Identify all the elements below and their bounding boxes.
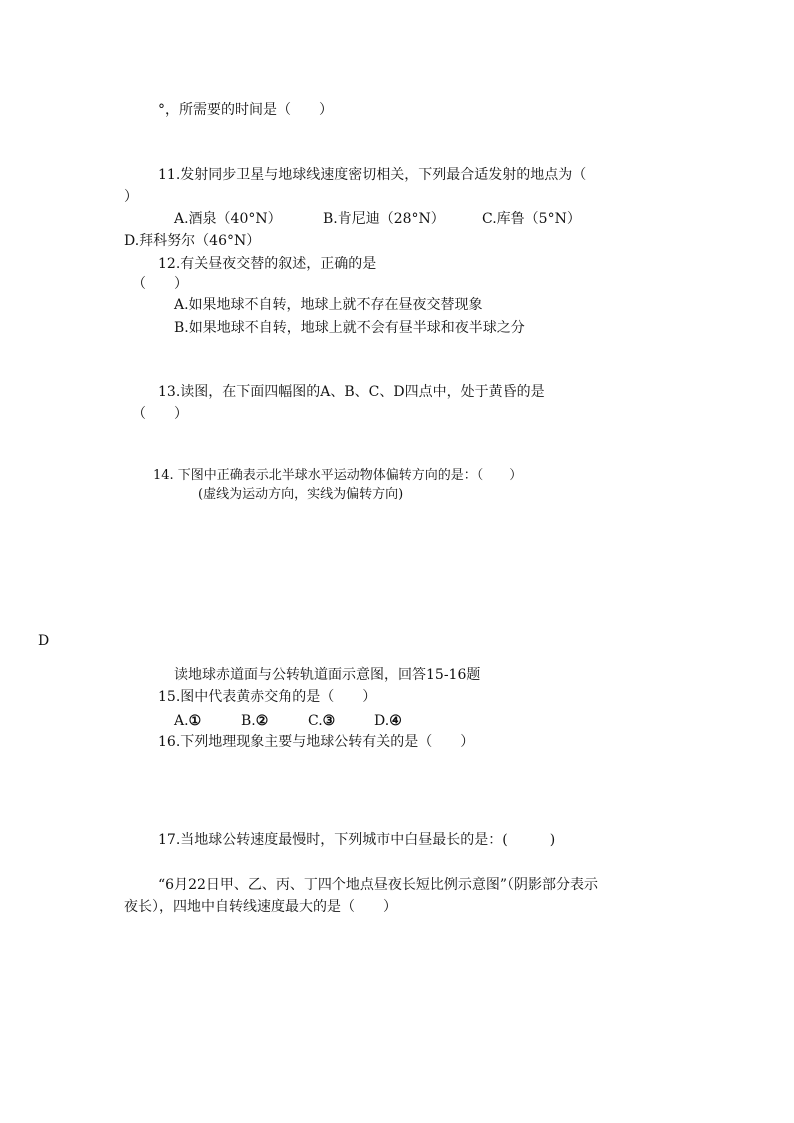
question-12-paren: （ ） <box>132 276 188 292</box>
question-12-stem: 12.有关昼夜交替的叙述，正确的是 <box>158 256 377 272</box>
question-15-option-d <box>374 712 402 730</box>
question-11-option-d: D.拜科努尔（46°N） <box>124 233 261 249</box>
option-letter: B. <box>241 713 256 729</box>
question-13-paren: （ ） <box>132 406 188 422</box>
question-17-stem: 17.当地球公转速度最慢时，下列城市中白昼最长的是：( ) <box>158 832 556 848</box>
question-18-line-1: “6月22日甲、乙、丙、丁四个地点昼夜长短比例示意图”（阴影部分表示 <box>158 877 599 893</box>
option-number: ③ <box>322 713 336 729</box>
question-16-stem: 16.下列地理现象主要与地球公转有关的是（ ） <box>158 734 475 750</box>
figure-label-d: D <box>38 633 50 649</box>
option-number: ① <box>188 713 202 729</box>
question-15-stem: 15.图中代表黄赤交角的是（ ） <box>158 689 377 705</box>
question-15-option-c <box>308 712 335 730</box>
question-18-line-2: 夜长），四地中自转线速度最大的是（ ） <box>124 899 397 915</box>
question-11-option-c: C.库鲁（5°N） <box>482 211 581 227</box>
question-10-tail: °，所需要的时间是（ ） <box>158 102 333 118</box>
question-14-note: (虚线为运动方向，实线为偏转方向) <box>198 487 404 502</box>
question-14-stem: 14. 下图中正确表示北半球水平运动物体偏转方向的是：（ ） <box>153 468 523 483</box>
question-12-option-b: B.如果地球不自转，地球上就不会有昼半球和夜半球之分 <box>174 320 525 336</box>
question-12-option-a: A.如果地球不自转，地球上就不存在昼夜交替现象 <box>174 297 483 313</box>
question-15-option-b <box>241 712 268 730</box>
question-11-option-a: A.酒泉（40°N） <box>174 211 282 227</box>
option-letter: A. <box>174 713 189 729</box>
option-number: ④ <box>389 713 402 729</box>
question-11-option-b: B.肯尼迪（28°N） <box>323 211 445 227</box>
option-letter: C. <box>308 713 323 729</box>
intro-15-16: 读地球赤道面与公转轨道面示意图，回答15-16题 <box>174 667 481 683</box>
option-number: ② <box>255 713 269 729</box>
question-13-stem: 13.读图，在下面四幅图的A、B、C、D四点中，处于黄昏的是 <box>158 384 545 400</box>
question-15-option-a <box>174 712 201 730</box>
option-letter: D. <box>374 713 390 729</box>
question-11-stem: 11.发射同步卫星与地球线速度密切相关，下列最合适发射的地点为（ <box>158 167 587 183</box>
question-11-paren: ） <box>124 189 138 205</box>
